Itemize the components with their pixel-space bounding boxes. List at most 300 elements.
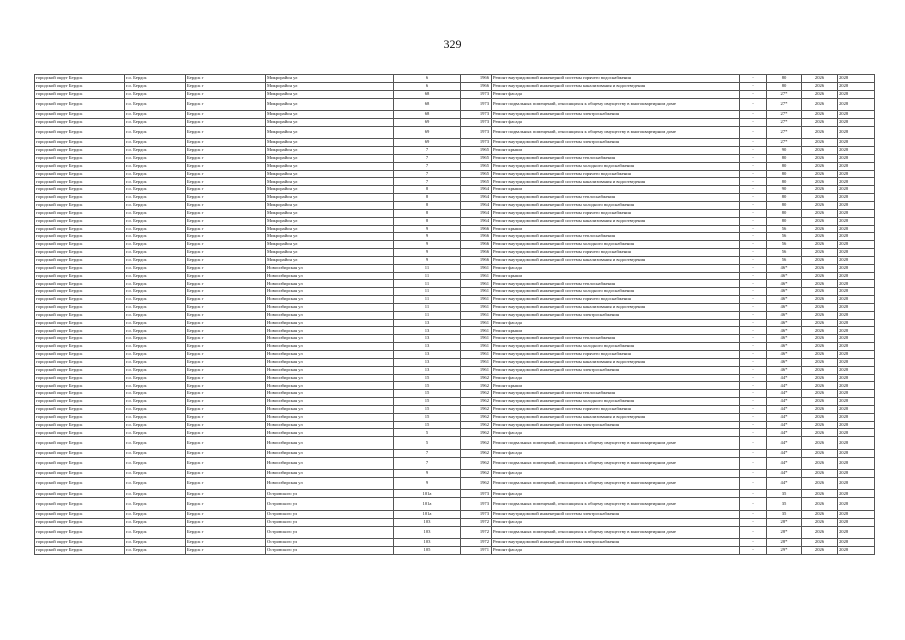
table-cell: 80 <box>767 194 802 202</box>
table-cell: 6 <box>394 75 461 83</box>
table-cell: г.о. Бердск <box>125 477 186 490</box>
table-cell: городской округ Бердск <box>35 225 125 233</box>
table-cell: 1966 <box>461 241 492 249</box>
table-cell: 2026 <box>802 225 838 233</box>
table-cell: Бердск г <box>186 358 266 366</box>
table-cell: г.о. Бердск <box>125 98 186 111</box>
table-cell: 2026 <box>802 546 838 554</box>
table-row <box>35 358 875 366</box>
table-cell: 2028 <box>838 398 875 406</box>
table-cell: Бердск г <box>186 429 266 437</box>
table-cell: - <box>740 421 767 429</box>
table-cell: городской округ Бердск <box>35 280 125 288</box>
table-cell: 1966 <box>461 75 492 83</box>
table-cell: Ремонт внутридомовой инженерной системы теплоснабжения <box>492 194 740 202</box>
table-cell: городской округ Бердск <box>35 358 125 366</box>
table-cell: городской округ Бердск <box>35 366 125 374</box>
table-cell: Островского ул <box>266 518 394 526</box>
table-cell: 1965 <box>461 178 492 186</box>
table-cell: - <box>740 327 767 335</box>
table-cell: Ремонт внутридомовой инженерной системы канализования и водоотведения <box>492 358 740 366</box>
table-cell: 101а <box>394 490 461 498</box>
table-cell: Бердск г <box>186 272 266 280</box>
table-row <box>35 398 875 406</box>
table-cell: г.о. Бердск <box>125 335 186 343</box>
table-cell: 29* <box>767 546 802 554</box>
table-cell: 15 <box>394 374 461 382</box>
table-cell: Бердск г <box>186 280 266 288</box>
table-cell: Бердск г <box>186 288 266 296</box>
table-cell: городской округ Бердск <box>35 118 125 126</box>
table-row <box>35 351 875 359</box>
table-cell: 46* <box>767 280 802 288</box>
table-cell: 2026 <box>802 303 838 311</box>
table-cell: Микрорайон ул <box>266 178 394 186</box>
table-cell: - <box>740 170 767 178</box>
table-cell: 11 <box>394 272 461 280</box>
table-cell: Бердск г <box>186 154 266 162</box>
table-cell: Ремонт крыши <box>492 147 740 155</box>
table-cell: 9 <box>394 241 461 249</box>
table-cell: 1961 <box>461 358 492 366</box>
table-cell: 44* <box>767 382 802 390</box>
table-cell: Ремонт внутридомовой инженерной системы горячего водоснабжения <box>492 75 740 83</box>
table-cell: - <box>740 470 767 478</box>
table-cell: 2026 <box>802 539 838 547</box>
table-cell: Ремонт внутридомовой инженерной системы канализования и водоотведения <box>492 82 740 90</box>
table-cell: Бердск г <box>186 233 266 241</box>
table-row <box>35 201 875 209</box>
table-cell: 2026 <box>802 351 838 359</box>
table-cell: 1962 <box>461 457 492 470</box>
table-cell: 2028 <box>838 413 875 421</box>
table-cell: 27* <box>767 139 802 147</box>
table-cell: Бердск г <box>186 518 266 526</box>
table-cell: городской округ Бердск <box>35 351 125 359</box>
table-cell: 8 <box>394 186 461 194</box>
table-cell: 6 <box>394 82 461 90</box>
table-cell: - <box>740 413 767 421</box>
table-cell: - <box>740 75 767 83</box>
table-cell: 56 <box>767 249 802 257</box>
table-cell: Островского ул <box>266 490 394 498</box>
table-cell: Бердск г <box>186 75 266 83</box>
table-cell: 2026 <box>802 139 838 147</box>
table-cell: г.о. Бердск <box>125 382 186 390</box>
table-cell: Ремонт внутридомовой инженерной системы горячего водоснабжения <box>492 405 740 413</box>
table-cell: Бердск г <box>186 390 266 398</box>
table-row <box>35 374 875 382</box>
table-cell: 1962 <box>461 470 492 478</box>
table-cell: 7 <box>394 457 461 470</box>
table-cell: Бердск г <box>186 249 266 257</box>
table-cell: Ремонт фасада <box>492 90 740 98</box>
table-cell: 46* <box>767 303 802 311</box>
table-cell: Ремонт внутридомовой инженерной системы канализования и водоотведения <box>492 256 740 264</box>
table-cell: 2026 <box>802 374 838 382</box>
table-cell: 2028 <box>838 111 875 119</box>
table-cell: городской округ Бердск <box>35 498 125 511</box>
table-cell: г.о. Бердск <box>125 470 186 478</box>
table-cell: 7 <box>394 154 461 162</box>
table-cell: Ремонт внутридомовой инженерной системы канализования и водоотведения <box>492 413 740 421</box>
table-cell: Микрорайон ул <box>266 90 394 98</box>
table-cell: Новосибирская ул <box>266 437 394 450</box>
table-cell: Бердск г <box>186 437 266 450</box>
table-row <box>35 382 875 390</box>
table-cell: 2026 <box>802 98 838 111</box>
table-cell: 44* <box>767 413 802 421</box>
table-cell: Микрорайон ул <box>266 82 394 90</box>
table-cell: г.о. Бердск <box>125 75 186 83</box>
table-cell: 46* <box>767 351 802 359</box>
table-cell: 2026 <box>802 311 838 319</box>
table-cell: г.о. Бердск <box>125 374 186 382</box>
table-cell: 46* <box>767 327 802 335</box>
table-cell: Островского ул <box>266 526 394 539</box>
table-cell: 2028 <box>838 296 875 304</box>
table-cell: Микрорайон ул <box>266 154 394 162</box>
table-cell: 2028 <box>838 178 875 186</box>
table-cell: г.о. Бердск <box>125 398 186 406</box>
table-cell: 44* <box>767 449 802 457</box>
table-cell: Ремонт внутридомовой инженерной системы теплоснабжения <box>492 390 740 398</box>
table-cell: Ремонт внутридомовой инженерной системы холодного водоснабжения <box>492 288 740 296</box>
table-cell: 2026 <box>802 366 838 374</box>
table-row <box>35 366 875 374</box>
table-cell: Бердск г <box>186 319 266 327</box>
table-cell: Новосибирская ул <box>266 366 394 374</box>
table-cell: 2028 <box>838 319 875 327</box>
table-cell: 9 <box>394 249 461 257</box>
table-cell: - <box>740 147 767 155</box>
table-cell: 1961 <box>461 366 492 374</box>
table-cell: 1961 <box>461 280 492 288</box>
table-cell: 15 <box>394 413 461 421</box>
table-row <box>35 319 875 327</box>
table-cell: 2028 <box>838 162 875 170</box>
table-cell: Микрорайон ул <box>266 98 394 111</box>
table-row <box>35 272 875 280</box>
table-cell: 2028 <box>838 498 875 511</box>
table-cell: г.о. Бердск <box>125 233 186 241</box>
table-row <box>35 490 875 498</box>
repair-schedule-table <box>34 74 875 555</box>
table-cell: 2028 <box>838 186 875 194</box>
table-cell: 69 <box>394 126 461 139</box>
table-cell: Ремонт фасада <box>492 518 740 526</box>
table-cell: 1973 <box>461 498 492 511</box>
table-cell: Ремонт внутридомовой инженерной системы теплоснабжения <box>492 280 740 288</box>
table-cell: Микрорайон ул <box>266 194 394 202</box>
table-cell: Ремонт фасада <box>492 264 740 272</box>
table-cell: 80 <box>767 209 802 217</box>
table-cell: - <box>740 449 767 457</box>
table-cell: Микрорайон ул <box>266 249 394 257</box>
table-cell: 35 <box>767 498 802 511</box>
table-cell: городской округ Бердск <box>35 449 125 457</box>
table-cell: Бердск г <box>186 421 266 429</box>
table-cell: 2028 <box>838 374 875 382</box>
table-cell: Новосибирская ул <box>266 264 394 272</box>
table-cell: Новосибирская ул <box>266 413 394 421</box>
table-cell: 80 <box>767 154 802 162</box>
table-cell: Бердск г <box>186 526 266 539</box>
table-cell: 5 <box>394 437 461 450</box>
table-cell: 9 <box>394 470 461 478</box>
table-cell: 1965 <box>461 147 492 155</box>
table-cell: - <box>740 264 767 272</box>
table-cell: г.о. Бердск <box>125 390 186 398</box>
table-cell: 1964 <box>461 186 492 194</box>
table-cell: г.о. Бердск <box>125 421 186 429</box>
table-cell: Бердск г <box>186 405 266 413</box>
table-cell: 2026 <box>802 82 838 90</box>
table-cell: г.о. Бердск <box>125 437 186 450</box>
table-cell: городской округ Бердск <box>35 405 125 413</box>
table-cell: Микрорайон ул <box>266 209 394 217</box>
table-cell: Бердск г <box>186 490 266 498</box>
table-cell: 44* <box>767 477 802 490</box>
table-cell: 1961 <box>461 327 492 335</box>
table-cell: 11 <box>394 311 461 319</box>
table-cell: городской округ Бердск <box>35 335 125 343</box>
table-cell: 2028 <box>838 233 875 241</box>
table-cell: Бердск г <box>186 311 266 319</box>
table-cell: 2028 <box>838 194 875 202</box>
table-cell: 2026 <box>802 75 838 83</box>
table-cell: 2026 <box>802 490 838 498</box>
table-row <box>35 510 875 518</box>
table-cell: г.о. Бердск <box>125 526 186 539</box>
page-number: 329 <box>443 37 462 51</box>
table-cell: - <box>740 256 767 264</box>
table-cell: Ремонт внутридомовой инженерной системы горячего водоснабжения <box>492 209 740 217</box>
table-cell: Бердск г <box>186 398 266 406</box>
table-cell: городской округ Бердск <box>35 201 125 209</box>
table-cell: 2026 <box>802 170 838 178</box>
table-cell: - <box>740 510 767 518</box>
table-cell: 5 <box>394 429 461 437</box>
table-cell: 2028 <box>838 280 875 288</box>
table-row <box>35 526 875 539</box>
table-cell: Новосибирская ул <box>266 358 394 366</box>
table-cell: 1971 <box>461 546 492 554</box>
table-cell: 15 <box>394 390 461 398</box>
table-row <box>35 518 875 526</box>
table-cell: 2028 <box>838 351 875 359</box>
table-cell: 2026 <box>802 186 838 194</box>
table-row <box>35 249 875 257</box>
table-cell: 103 <box>394 539 461 547</box>
table-cell: городской округ Бердск <box>35 264 125 272</box>
table-cell: г.о. Бердск <box>125 518 186 526</box>
table-cell: Бердск г <box>186 241 266 249</box>
table-cell: 2026 <box>802 429 838 437</box>
table-row <box>35 390 875 398</box>
table-cell: г.о. Бердск <box>125 225 186 233</box>
table-cell: городской округ Бердск <box>35 147 125 155</box>
table-cell: Ремонт внутридомовой инженерной системы холодного водоснабжения <box>492 241 740 249</box>
table-cell: 11 <box>394 280 461 288</box>
table-cell: Ремонт внутридомовой инженерной системы электроснабжения <box>492 111 740 119</box>
table-row <box>35 413 875 421</box>
table-cell: 2028 <box>838 358 875 366</box>
table-cell: 2028 <box>838 264 875 272</box>
table-cell: 1961 <box>461 303 492 311</box>
table-row <box>35 477 875 490</box>
table-cell: - <box>740 457 767 470</box>
table-cell: Ремонт внутридомовой инженерной системы электроснабжения <box>492 311 740 319</box>
table-cell: 2026 <box>802 335 838 343</box>
table-cell: Бердск г <box>186 162 266 170</box>
table-cell: - <box>740 319 767 327</box>
table-row <box>35 186 875 194</box>
table-cell: городской округ Бердск <box>35 518 125 526</box>
table-cell: 90 <box>767 186 802 194</box>
table-cell: - <box>740 241 767 249</box>
table-cell: - <box>740 539 767 547</box>
table-cell: г.о. Бердск <box>125 457 186 470</box>
table-cell: - <box>740 437 767 450</box>
table-cell: городской округ Бердск <box>35 186 125 194</box>
table-cell: городской округ Бердск <box>35 539 125 547</box>
table-cell: 1965 <box>461 162 492 170</box>
table-cell: 11 <box>394 303 461 311</box>
table-cell: г.о. Бердск <box>125 209 186 217</box>
table-cell: г.о. Бердск <box>125 186 186 194</box>
table-cell: г.о. Бердск <box>125 303 186 311</box>
table-row <box>35 311 875 319</box>
table-cell: 2026 <box>802 510 838 518</box>
table-cell: Ремонт внутридомовой инженерной системы холодного водоснабжения <box>492 398 740 406</box>
table-cell: 68 <box>394 111 461 119</box>
table-cell: 46* <box>767 264 802 272</box>
table-cell: - <box>740 335 767 343</box>
table-cell: Ремонт фасада <box>492 118 740 126</box>
table-cell: 2026 <box>802 233 838 241</box>
table-cell: 1966 <box>461 256 492 264</box>
table-cell: Островского ул <box>266 539 394 547</box>
table-cell: 80 <box>767 170 802 178</box>
table-row <box>35 178 875 186</box>
table-cell: - <box>740 154 767 162</box>
table-cell: 2028 <box>838 154 875 162</box>
table-cell: Ремонт подвальных помещений, относящихся к общему имуществу в многоквартирном доме <box>492 98 740 111</box>
table-cell: г.о. Бердск <box>125 249 186 257</box>
table-cell: - <box>740 111 767 119</box>
table-cell: 27* <box>767 126 802 139</box>
table-cell: 69 <box>394 118 461 126</box>
table-cell: Бердск г <box>186 343 266 351</box>
table-cell: Ремонт внутридомовой инженерной системы электроснабжения <box>492 366 740 374</box>
table-cell: 8 <box>394 209 461 217</box>
table-cell: Новосибирская ул <box>266 457 394 470</box>
table-cell: г.о. Бердск <box>125 139 186 147</box>
table-cell: городской округ Бердск <box>35 477 125 490</box>
table-cell: 1973 <box>461 111 492 119</box>
table-cell: 46* <box>767 358 802 366</box>
table-cell: 28* <box>767 539 802 547</box>
table-cell: Новосибирская ул <box>266 327 394 335</box>
table-cell: Ремонт фасада <box>492 374 740 382</box>
table-cell: г.о. Бердск <box>125 351 186 359</box>
table-cell: - <box>740 249 767 257</box>
table-cell: 80 <box>767 201 802 209</box>
table-cell: 69 <box>394 139 461 147</box>
table-cell: Ремонт подвальных помещений, относящихся к общему имуществу в многоквартирном доме <box>492 498 740 511</box>
table-cell: - <box>740 477 767 490</box>
table-cell: 2028 <box>838 449 875 457</box>
table-cell: 2028 <box>838 126 875 139</box>
table-cell: 46* <box>767 343 802 351</box>
table-cell: 35 <box>767 510 802 518</box>
table-cell: 11 <box>394 288 461 296</box>
table-cell: 2028 <box>838 75 875 83</box>
table-cell: Новосибирская ул <box>266 311 394 319</box>
table-cell: 2028 <box>838 335 875 343</box>
table-cell: 35 <box>767 490 802 498</box>
table-cell: 2026 <box>802 264 838 272</box>
table-cell: 1961 <box>461 272 492 280</box>
table-cell: 1965 <box>461 154 492 162</box>
table-cell: - <box>740 526 767 539</box>
table-cell: 1964 <box>461 201 492 209</box>
table-cell: городской округ Бердск <box>35 233 125 241</box>
table-cell: 2026 <box>802 449 838 457</box>
table-cell: 2026 <box>802 162 838 170</box>
table-cell: 2026 <box>802 498 838 511</box>
table-cell: 2028 <box>838 490 875 498</box>
table-cell: Ремонт внутридомовой инженерной системы теплоснабжения <box>492 154 740 162</box>
table-cell: Новосибирская ул <box>266 303 394 311</box>
table-cell: 2028 <box>838 147 875 155</box>
table-cell: - <box>740 162 767 170</box>
table-cell: 1962 <box>461 382 492 390</box>
table-cell: городской округ Бердск <box>35 510 125 518</box>
table-cell: - <box>740 374 767 382</box>
table-cell: 11 <box>394 296 461 304</box>
table-cell: г.о. Бердск <box>125 154 186 162</box>
table-cell: Ремонт подвальных помещений, относящихся к общему имуществу в многоквартирном доме <box>492 457 740 470</box>
table-cell: 68 <box>394 98 461 111</box>
table-cell: Бердск г <box>186 510 266 518</box>
table-cell: - <box>740 498 767 511</box>
table-cell: 1973 <box>461 98 492 111</box>
table-cell: Бердск г <box>186 449 266 457</box>
table-cell: 2028 <box>838 311 875 319</box>
table-cell: Ремонт крыши <box>492 382 740 390</box>
table-cell: Бердск г <box>186 209 266 217</box>
table-cell: 2026 <box>802 241 838 249</box>
table-cell: 2028 <box>838 457 875 470</box>
table-cell: 13 <box>394 358 461 366</box>
table-cell: городской округ Бердск <box>35 327 125 335</box>
table-cell: Микрорайон ул <box>266 126 394 139</box>
table-cell: 1966 <box>461 233 492 241</box>
table-cell: 2026 <box>802 178 838 186</box>
table-cell: г.о. Бердск <box>125 413 186 421</box>
table-row <box>35 539 875 547</box>
table-cell: г.о. Бердск <box>125 82 186 90</box>
table-cell: 1961 <box>461 343 492 351</box>
table-cell: Бердск г <box>186 327 266 335</box>
table-cell: 2028 <box>838 518 875 526</box>
table-cell: 2028 <box>838 249 875 257</box>
table-cell: 1962 <box>461 421 492 429</box>
table-cell: 2028 <box>838 256 875 264</box>
table-cell: 1965 <box>461 170 492 178</box>
